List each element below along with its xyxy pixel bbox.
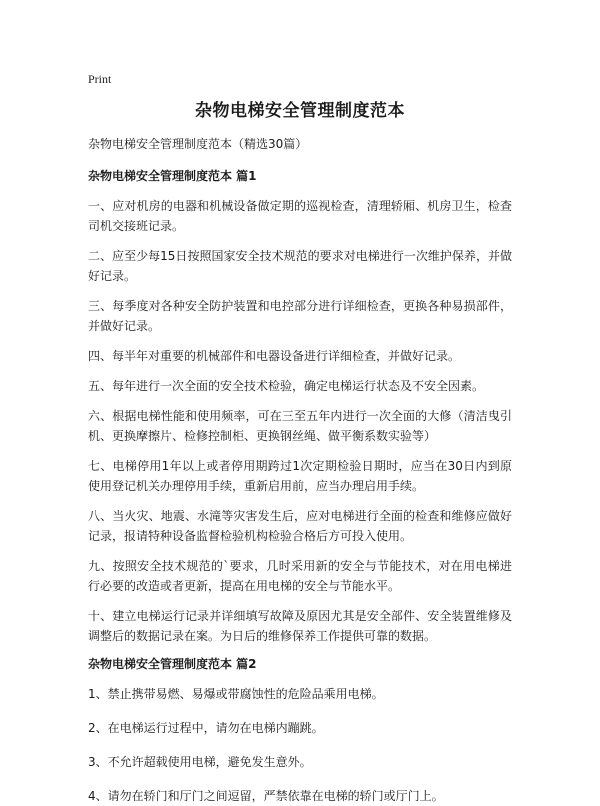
section-2-list [88, 684, 512, 806]
paragraph: 二、应至少每15日按照国家安全技术规范的要求对电梯进行一次维护保养，并做好记录。 [88, 249, 512, 283]
paragraph: 一、应对机房的电器和机械设备做定期的巡视检查，清理轿厢、机房卫生，检查司机交接班记录。 [88, 199, 512, 233]
paragraph: 四、每半年对重要的机械部件和电器设备进行详细检查，并做好记录。 [88, 349, 461, 363]
list-item [88, 506, 512, 546]
list-item [88, 406, 512, 446]
paragraph: 七、电梯停用1年以上或者停用期跨过1次定期检验日期时，应当在30日内到原使用登记机关办理停用手续，重新启用前，应当办理启用手续。 [88, 459, 512, 493]
list-item [88, 684, 512, 704]
paragraph: 五、每年进行一次全面的安全技术检验，确定电梯运行状态及不安全因素。 [88, 379, 485, 393]
list-item [88, 752, 512, 772]
list-item [88, 606, 512, 646]
list-item [88, 296, 512, 336]
list-item [88, 346, 512, 366]
section-1-heading: 杂物电梯安全管理制度范本 篇1 [88, 169, 257, 183]
paragraph: 1、禁止携带易燃、易爆或带腐蚀性的危险品乘用电梯。 [88, 687, 384, 701]
section-1 [88, 168, 512, 646]
list-item [88, 786, 512, 806]
document-title: 杂物电梯安全管理制度范本 [195, 101, 405, 121]
list-item [88, 456, 512, 496]
print-label: Print [88, 72, 112, 86]
paragraph: 十、建立电梯运行记录并详细填写故障及原因尤其是安全部件、安全装置维修及调整后的数据记录在案。为日后的维修保养工作提供可靠的数据。 [88, 609, 512, 643]
paragraph: 六、根据电梯性能和使用频率，可在三至五年内进行一次全面的大修（清洁曳引机、更换摩擦片、检修控制柜、更换钢丝绳、做平衡系数实验等） [88, 409, 512, 443]
paragraph: 八、当火灾、地震、水滝等灾害发生后，应对电梯进行全面的检查和维修应做好记录，报请特种设备监督检验机构检验合格后方可投入使用。 [88, 509, 512, 543]
list-item [88, 196, 512, 236]
paragraph: 九、按照安全技术规范的`要求，几时采用新的安全与节能技术，对在用电梯进行必要的改造或者更新，提高在用电梯的安全与节能水平。 [88, 559, 512, 593]
list-item [88, 556, 512, 596]
list-item [88, 718, 512, 738]
paragraph: 2、在电梯运行过程中，请勿在电梯内蹦跳。 [88, 721, 324, 735]
document-subtitle: 杂物电梯安全管理制度范本（精选30篇） [88, 137, 308, 151]
list-item [88, 246, 512, 286]
section-1-list [88, 196, 512, 646]
paragraph: 4、请勿在轿门和厅门之间逗留，严禁依靠在电梯的轿门或厅门上。 [88, 789, 444, 803]
paragraph: 三、每季度对各种安全防护装置和电控部分进行详细检查，更换各种易损部件，并做好记录。 [88, 299, 512, 333]
list-item [88, 376, 512, 396]
paragraph: 3、不允许超载使用电梯，避免发生意外。 [88, 755, 312, 769]
section-2-heading: 杂物电梯安全管理制度范本 篇2 [88, 657, 257, 671]
section-2 [88, 656, 512, 806]
